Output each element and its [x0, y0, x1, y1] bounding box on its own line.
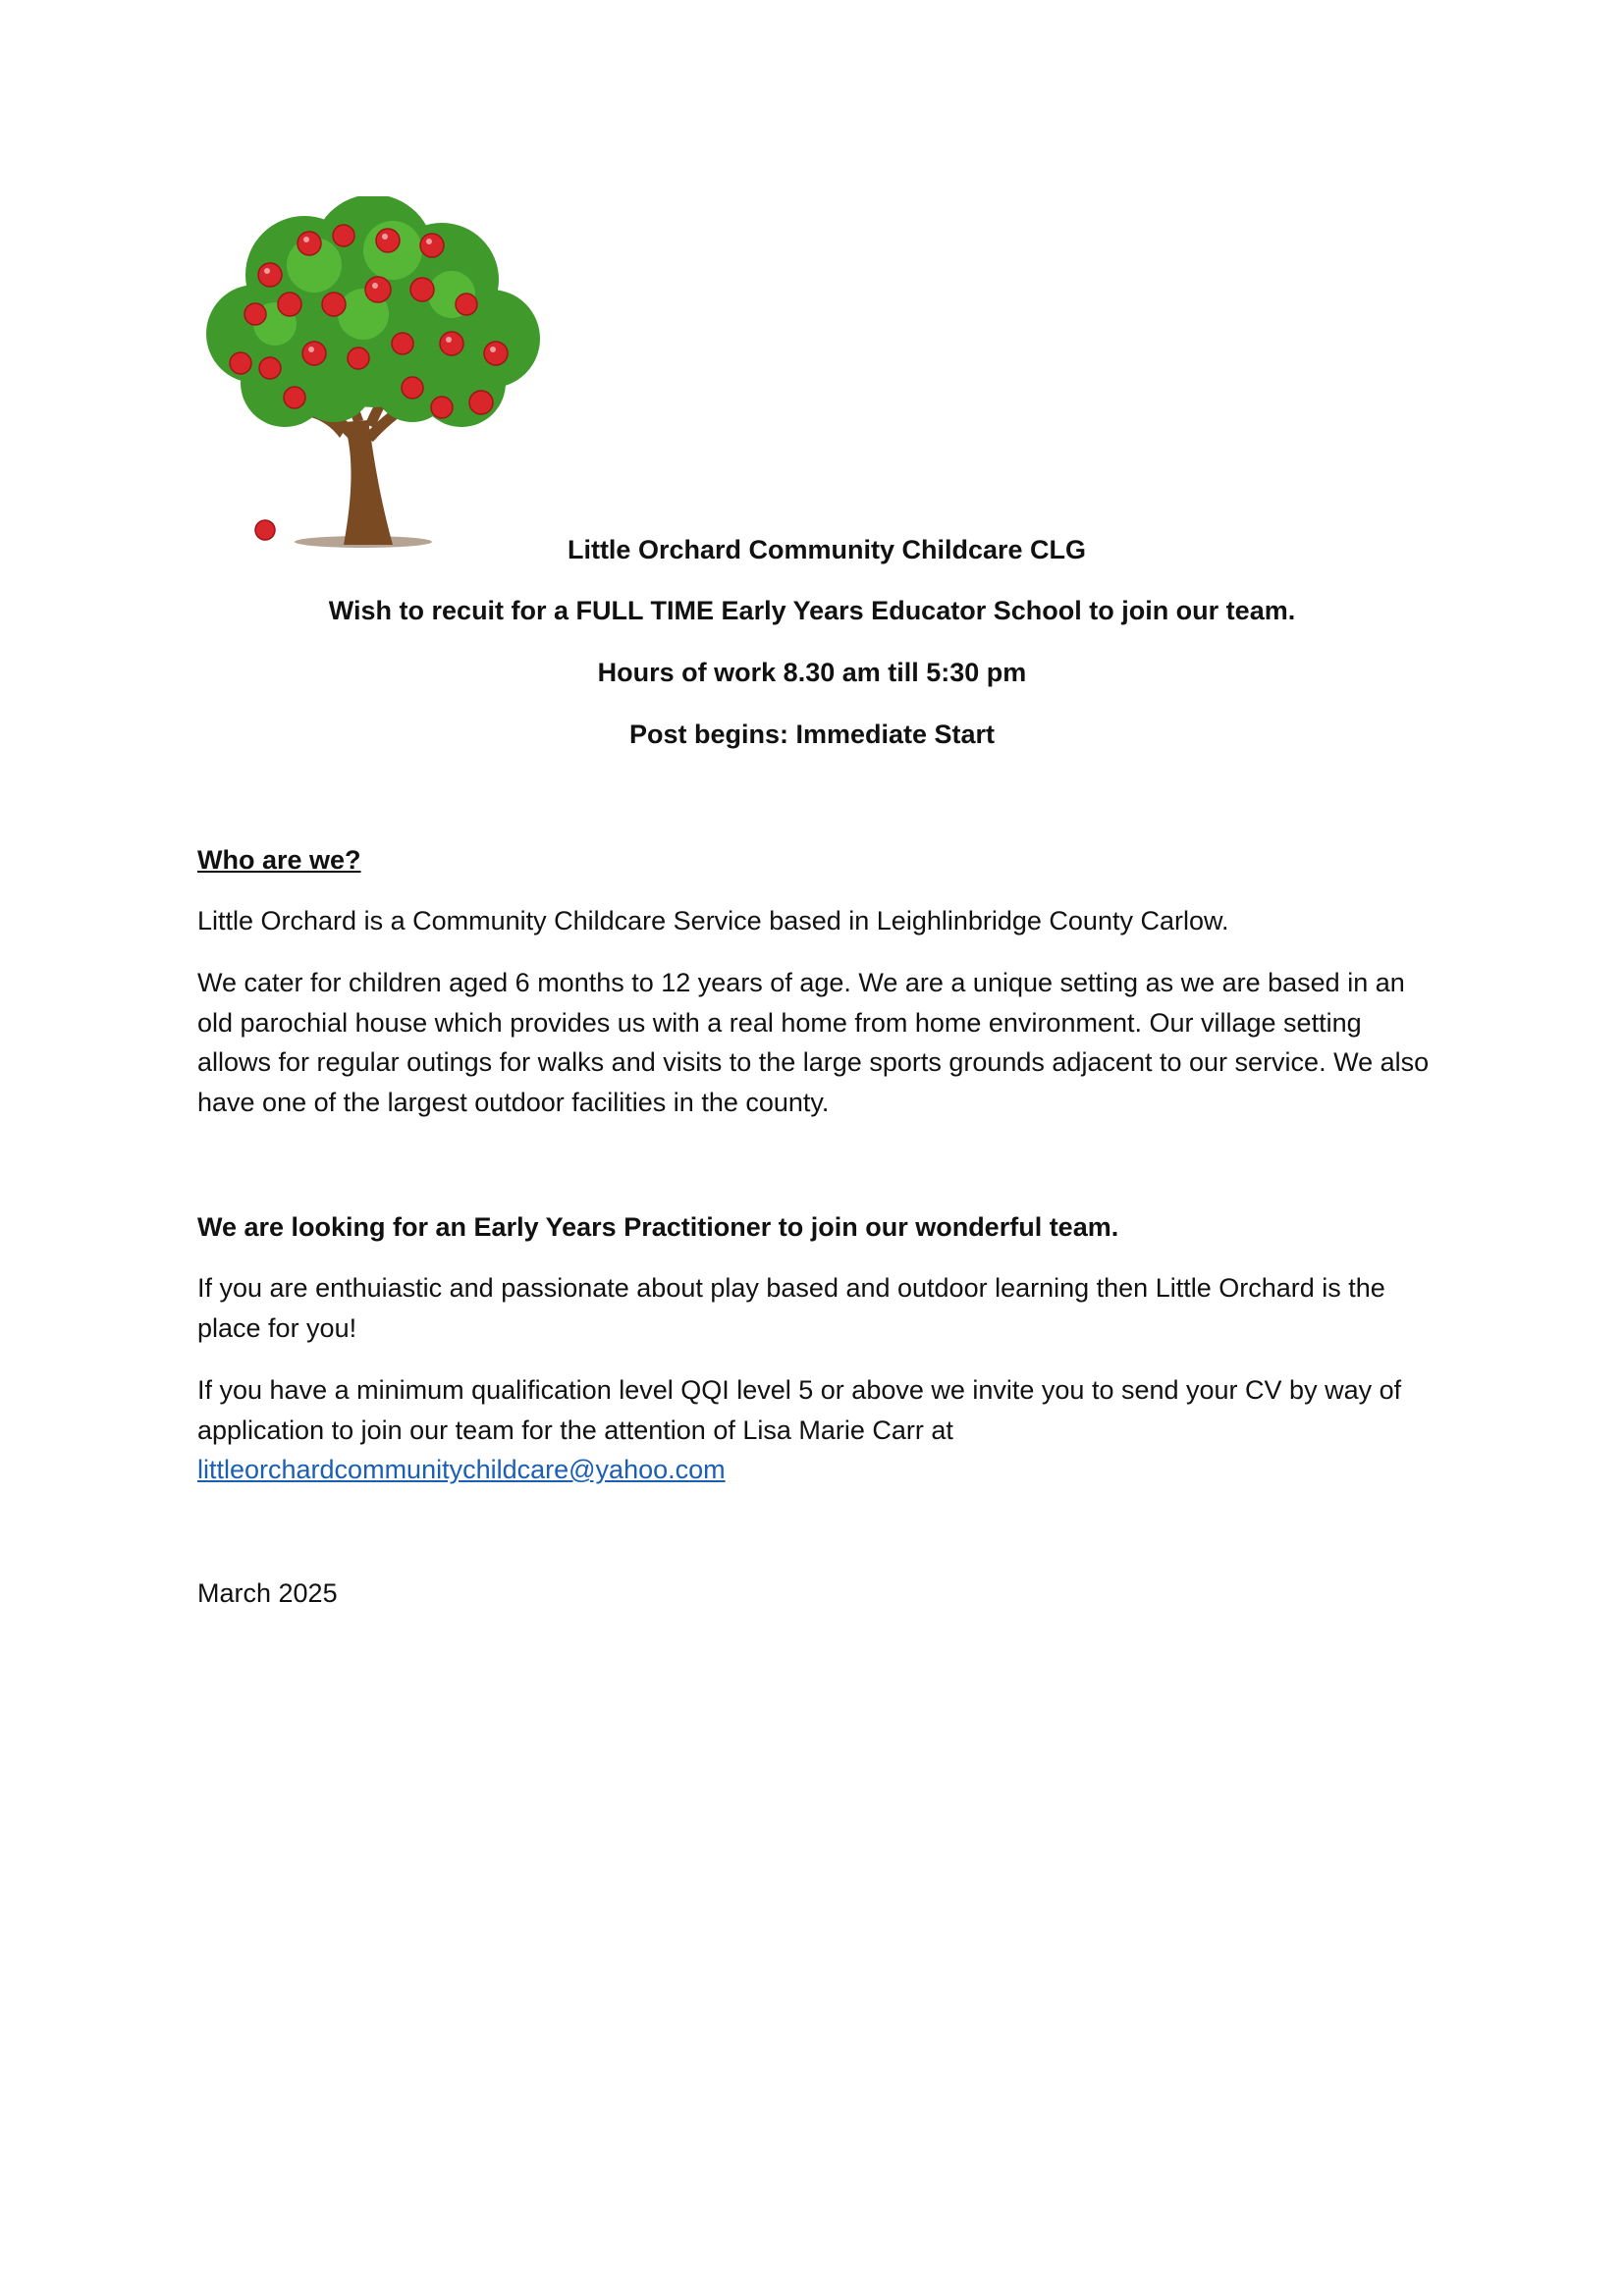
apple-tree-icon: [196, 196, 550, 555]
about-details: We cater for children aged 6 months to 12 years of age. We are a unique setting as we are based in an old parochial house which provides us with a real home from home environment. Our village setting allows for regular outings for walks and visits to the large sports grounds adjacent to our service. We also have one of the largest outdoor facilities in the county.: [197, 968, 1430, 1117]
document-date: March 2025: [197, 1578, 338, 1608]
who-are-we-heading: Who are we?: [197, 845, 361, 875]
about-intro: Little Orchard is a Community Childcare Service based in Leighlinbridge County Carlow.: [197, 906, 1229, 935]
enthusiasm-paragraph: If you are enthuiastic and passionate about play based and outdoor learning then Little Orchard is the place for you!: [197, 1273, 1385, 1343]
post-start: Post begins: Immediate Start: [628, 720, 996, 749]
application-text: If you have a minimum qualification level QQI level 5 or above we invite you to send your CV by way of application to join our team for the attention of Lisa Marie Carr at: [197, 1375, 1402, 1445]
vacancy-heading: We are looking for an Early Years Practitioner to join our wonderful team.: [197, 1212, 1119, 1242]
working-hours: Hours of work 8.30 am till 5:30 pm: [597, 658, 1027, 687]
email-link[interactable]: littleorchardcommunitychildcare@yahoo.com: [197, 1455, 726, 1484]
application-paragraph: [197, 1370, 1435, 1490]
recruitment-line: Wish to recuit for a FULL TIME Early Years Educator School to join our team.: [328, 596, 1296, 625]
organisation-name: Little Orchard Community Childcare CLG: [567, 535, 1087, 564]
